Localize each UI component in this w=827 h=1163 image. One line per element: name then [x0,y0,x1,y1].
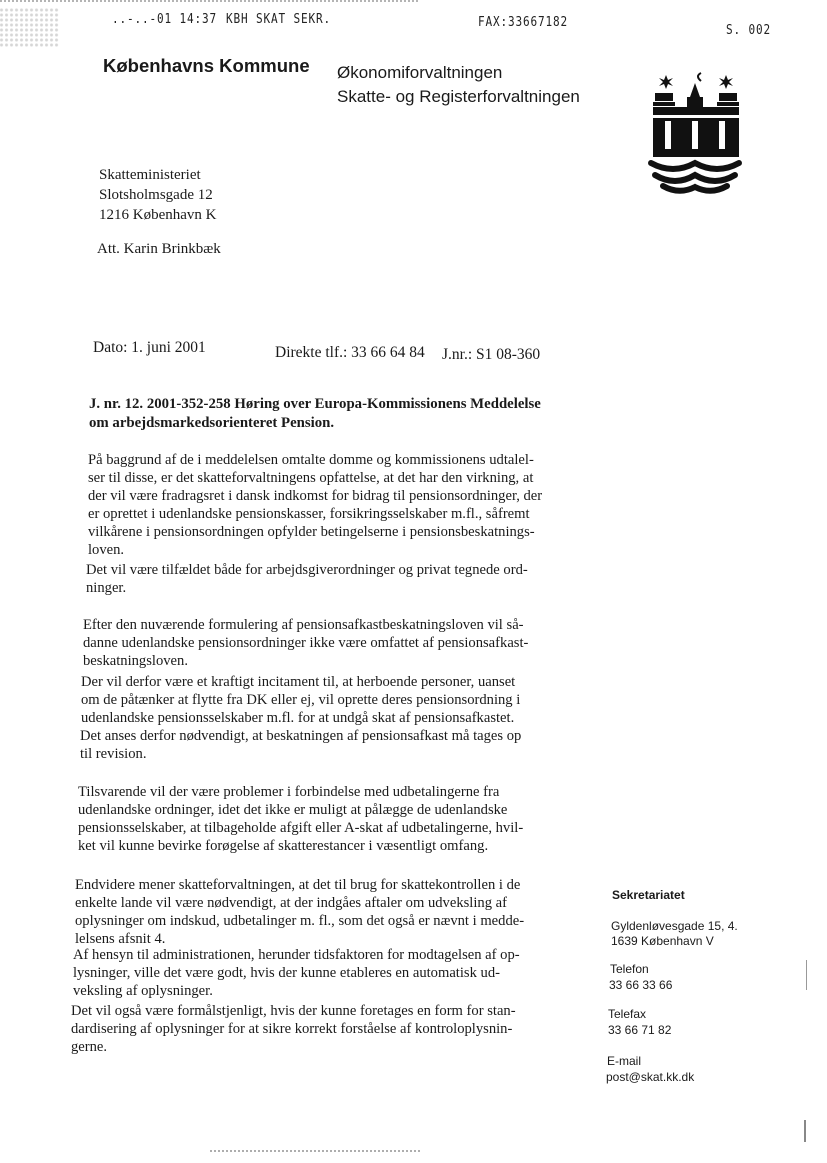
body-line: ket vil kunne bevirke forøgelse af skatterestancer i væsentligt omfang. [78,838,489,854]
body-line: Det vil også være formålstjenligt, hvis der kunne foretages en form for stan- [71,1003,516,1019]
body-line: til revision. [80,746,147,762]
sidebar-email-label: E-mail [607,1054,642,1068]
department-line1: Økonomiforvaltningen [337,63,503,82]
body-line: Efter den nuværende formulering af pensionsafkastbeskatningsloven vil så- [83,617,524,633]
department-line2: Skatte- og Registerforvaltningen [337,87,580,106]
body-paragraph [78,783,523,855]
sidebar-address-line2: 1639 København V [611,934,714,948]
body-line: Det vil være tilfældet både for arbejdsgiverordninger og privat tegnede ord- [86,562,528,578]
body-line: dardisering af oplysninger for at sikre korrekt forståelse af kontroloplysnin- [71,1021,513,1037]
subject-heading [89,395,541,433]
sidebar-phone: 33 66 33 66 [609,978,673,992]
body-line: lysninger, ville det være godt, hvis der kunne etableres en automatisk ud- [73,965,500,981]
copenhagen-coat-of-arms-icon [645,55,745,195]
sidebar-address-line1: Gyldenløvesgade 15, 4. [611,919,738,933]
body-line: danne udenlandske pensionsordninger ikke være omfattet af pensionsafkast- [83,635,529,651]
body-line: loven. [88,542,125,558]
body-paragraph [86,561,528,597]
body-line: udenlandske pensionsselskaber m.fl. for at undgå skat af pensionsafkastet. [81,710,515,726]
sidebar-fax: 33 66 71 82 [608,1023,672,1037]
body-paragraph [88,451,542,559]
direct-phone: Direkte tlf.: 33 66 64 84 [275,344,425,361]
body-paragraph [83,616,528,670]
recipient-line: Slotsholmsgade 12 [99,187,213,203]
attention-line: Att. Karin Brinkbæk [97,241,221,257]
body-paragraph [75,876,524,948]
subject-line: J. nr. 12. 2001-352-258 Høring over Europa-Kommissionens Meddelelse [89,396,541,412]
body-paragraph [80,727,521,763]
body-line: der vil være fradragsret i dansk indkomst for bidrag til pensionsordninger, der [88,488,543,504]
fax-number: FAX:33667182 [478,15,569,30]
scan-edge-mark [806,960,807,990]
subject-line: om arbejdsmarkedsorienteret Pension. [89,415,335,431]
recipient-address [99,165,216,225]
sidebar-email: post@skat.kk.dk [606,1070,695,1084]
body-line: beskatningsloven. [83,653,188,669]
body-line: gerne. [71,1039,108,1055]
journal-number: J.nr.: S1 08-360 [442,346,541,363]
body-line: veksling af oplysninger. [73,983,213,999]
body-line: Endvidere mener skatteforvaltningen, at det til brug for skattekontrollen i de [75,877,521,893]
body-line: enkelte lande vil være nødvendigt, at der indgåes aftaler om udveksling af [75,895,507,911]
recipient-line: Skatteministeriet [99,167,201,183]
fax-timestamp: ..-..-01 14:37 [112,12,218,27]
body-line: om de påtænker at flytte fra DK eller ej, vil oprette deres pensionsordning i [81,692,521,708]
body-paragraph [71,1002,516,1056]
body-line: vilkårene i pensionsordningen opfylder betingelserne i pensionsbeskatnings- [88,524,535,540]
body-line: udenlandske ordninger, idet det ikke er muligt at pålægge de udenlandske [78,802,508,818]
body-line: pensionsselskaber, at tilbageholde afgift eller A-skat af udbetalingerne, hvil- [78,820,524,836]
sidebar-fax-label: Telefax [608,1007,647,1021]
body-paragraph [73,946,520,1000]
body-line: Af hensyn til administrationen, herunder tidsfaktoren for modtagelsen af op- [73,947,520,963]
body-line: lelsens afsnit 4. [75,931,166,947]
fax-page: S. 002 [726,23,772,38]
org-name: Københavns Kommune [103,55,310,76]
recipient-line: 1216 København K [99,207,217,223]
scan-edge-mark [804,1120,806,1142]
sidebar-heading: Sekretariatet [612,888,685,902]
scan-noise-top [0,0,420,2]
body-line: Det anses derfor nødvendigt, at beskatningen af pensionsafkast må tages op [80,728,522,744]
body-line: Der vil derfor være et kraftigt incitament til, at herboende personer, uanset [81,674,516,690]
body-line: På baggrund af de i meddelelsen omtalte domme og kommissionens udtalel- [88,452,534,468]
body-line: ser til disse, er det skatteforvaltningens opfattelse, at det har den virkning, at [88,470,534,486]
fax-sender: KBH SKAT SEKR. [226,12,332,27]
body-line: Tilsvarende vil der være problemer i forbindelse med udbetalingerne fra [78,784,500,800]
scan-noise-bottom [210,1150,420,1152]
body-paragraph [81,673,520,727]
scan-smudge [0,8,60,48]
body-line: er oprettet i udenlandske pensionskasser, forsikringsselskaber m.fl., såfremt [88,506,530,522]
body-line: oplysninger om indskud, udbetalinger m. fl., som det også er nævnt i medde- [75,913,525,929]
body-line: ninger. [86,580,127,596]
letter-date: Dato: 1. juni 2001 [93,339,206,356]
sidebar-phone-label: Telefon [610,962,649,976]
